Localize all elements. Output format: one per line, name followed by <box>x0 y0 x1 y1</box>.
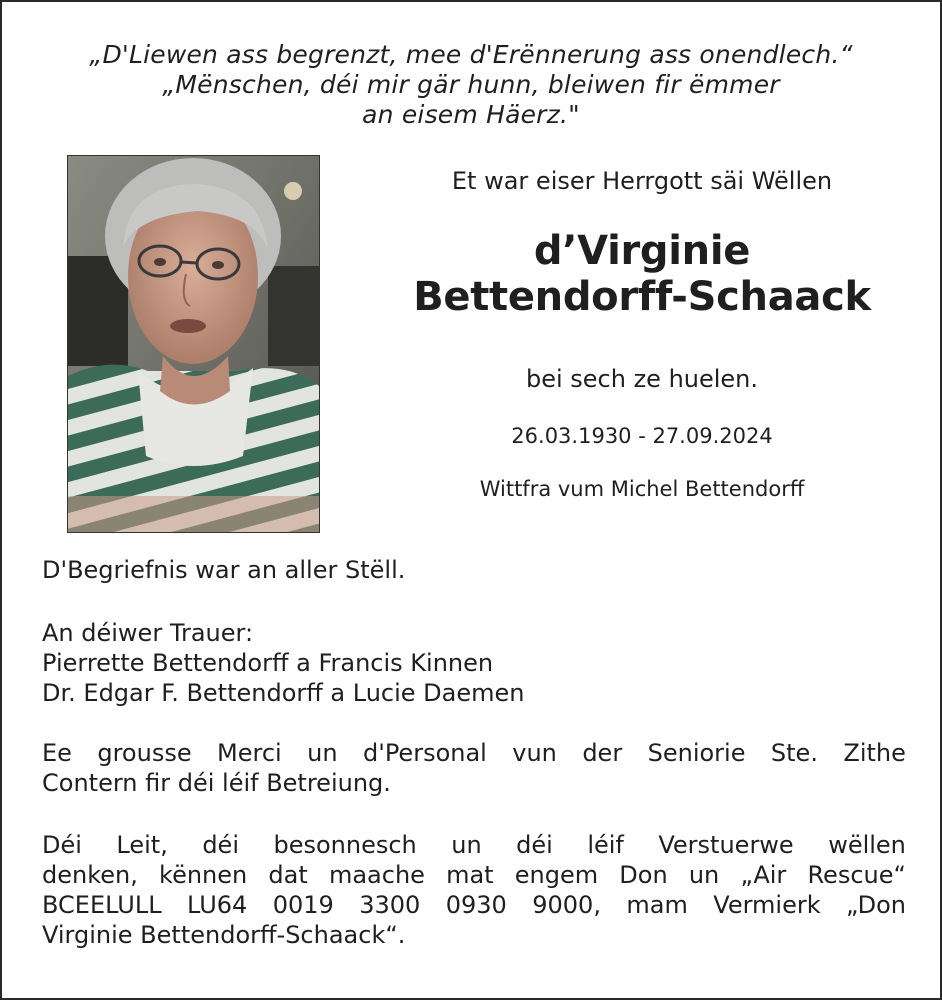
mourner-entry: Dr. Edgar F. Bettendorff a Lucie Daemen <box>42 679 525 707</box>
funeral-note <box>42 555 906 585</box>
deceased-first-name: d’Virginie <box>533 228 751 274</box>
donation-paragraph <box>42 830 906 950</box>
portrait-photo <box>67 155 320 533</box>
widow-of: Wittfra vum Michel Bettendorff <box>479 477 805 501</box>
mourners-heading: An déiwer Trauer: <box>42 619 254 647</box>
announcement-phrase: bei sech ze huelen. <box>525 365 759 393</box>
thanks-paragraph <box>42 738 906 798</box>
quote-line: „Mënschen, déi mir gär hunn, bleiwen fir ëmmer <box>162 70 780 99</box>
mourners-block <box>42 618 906 708</box>
quote-line: an eisem Häerz." <box>362 100 580 129</box>
quote-line: „D'Liewen ass begrenzt, mee d'Erënnerung ass onendlech.“ <box>89 40 853 69</box>
donation-line: Virginie Bettendorff-Schaack“. <box>42 921 406 949</box>
deceased-surname: Bettendorff-Schaack <box>413 274 871 320</box>
life-dates: 26.03.1930 - 27.09.2024 <box>511 424 773 448</box>
quote-block <box>2 40 940 130</box>
deceased-name <box>342 228 942 320</box>
funeral-text: D'Begriefnis war an aller Stëll. <box>42 556 406 584</box>
donation-line: BCEELULL LU64 0019 3300 0930 9000, mam Vermierk „Don <box>42 891 906 919</box>
thanks-line: Contern fir déi léif Betreiung. <box>42 769 391 797</box>
announcement-intro: Et war eiser Herrgott säi Wëllen <box>451 167 833 195</box>
donation-line: Déi Leit, déi besonnesch un déi léif Verstuerwe wëllen <box>42 831 906 859</box>
thanks-line: Ee grousse Merci un d'Personal vun der Seniorie Ste. Zithe <box>42 739 906 767</box>
donation-line: denken, kënnen dat maache mat engem Don un „Air Rescue“ <box>42 861 906 889</box>
mourner-entry: Pierrette Bettendorff a Francis Kinnen <box>42 649 494 677</box>
